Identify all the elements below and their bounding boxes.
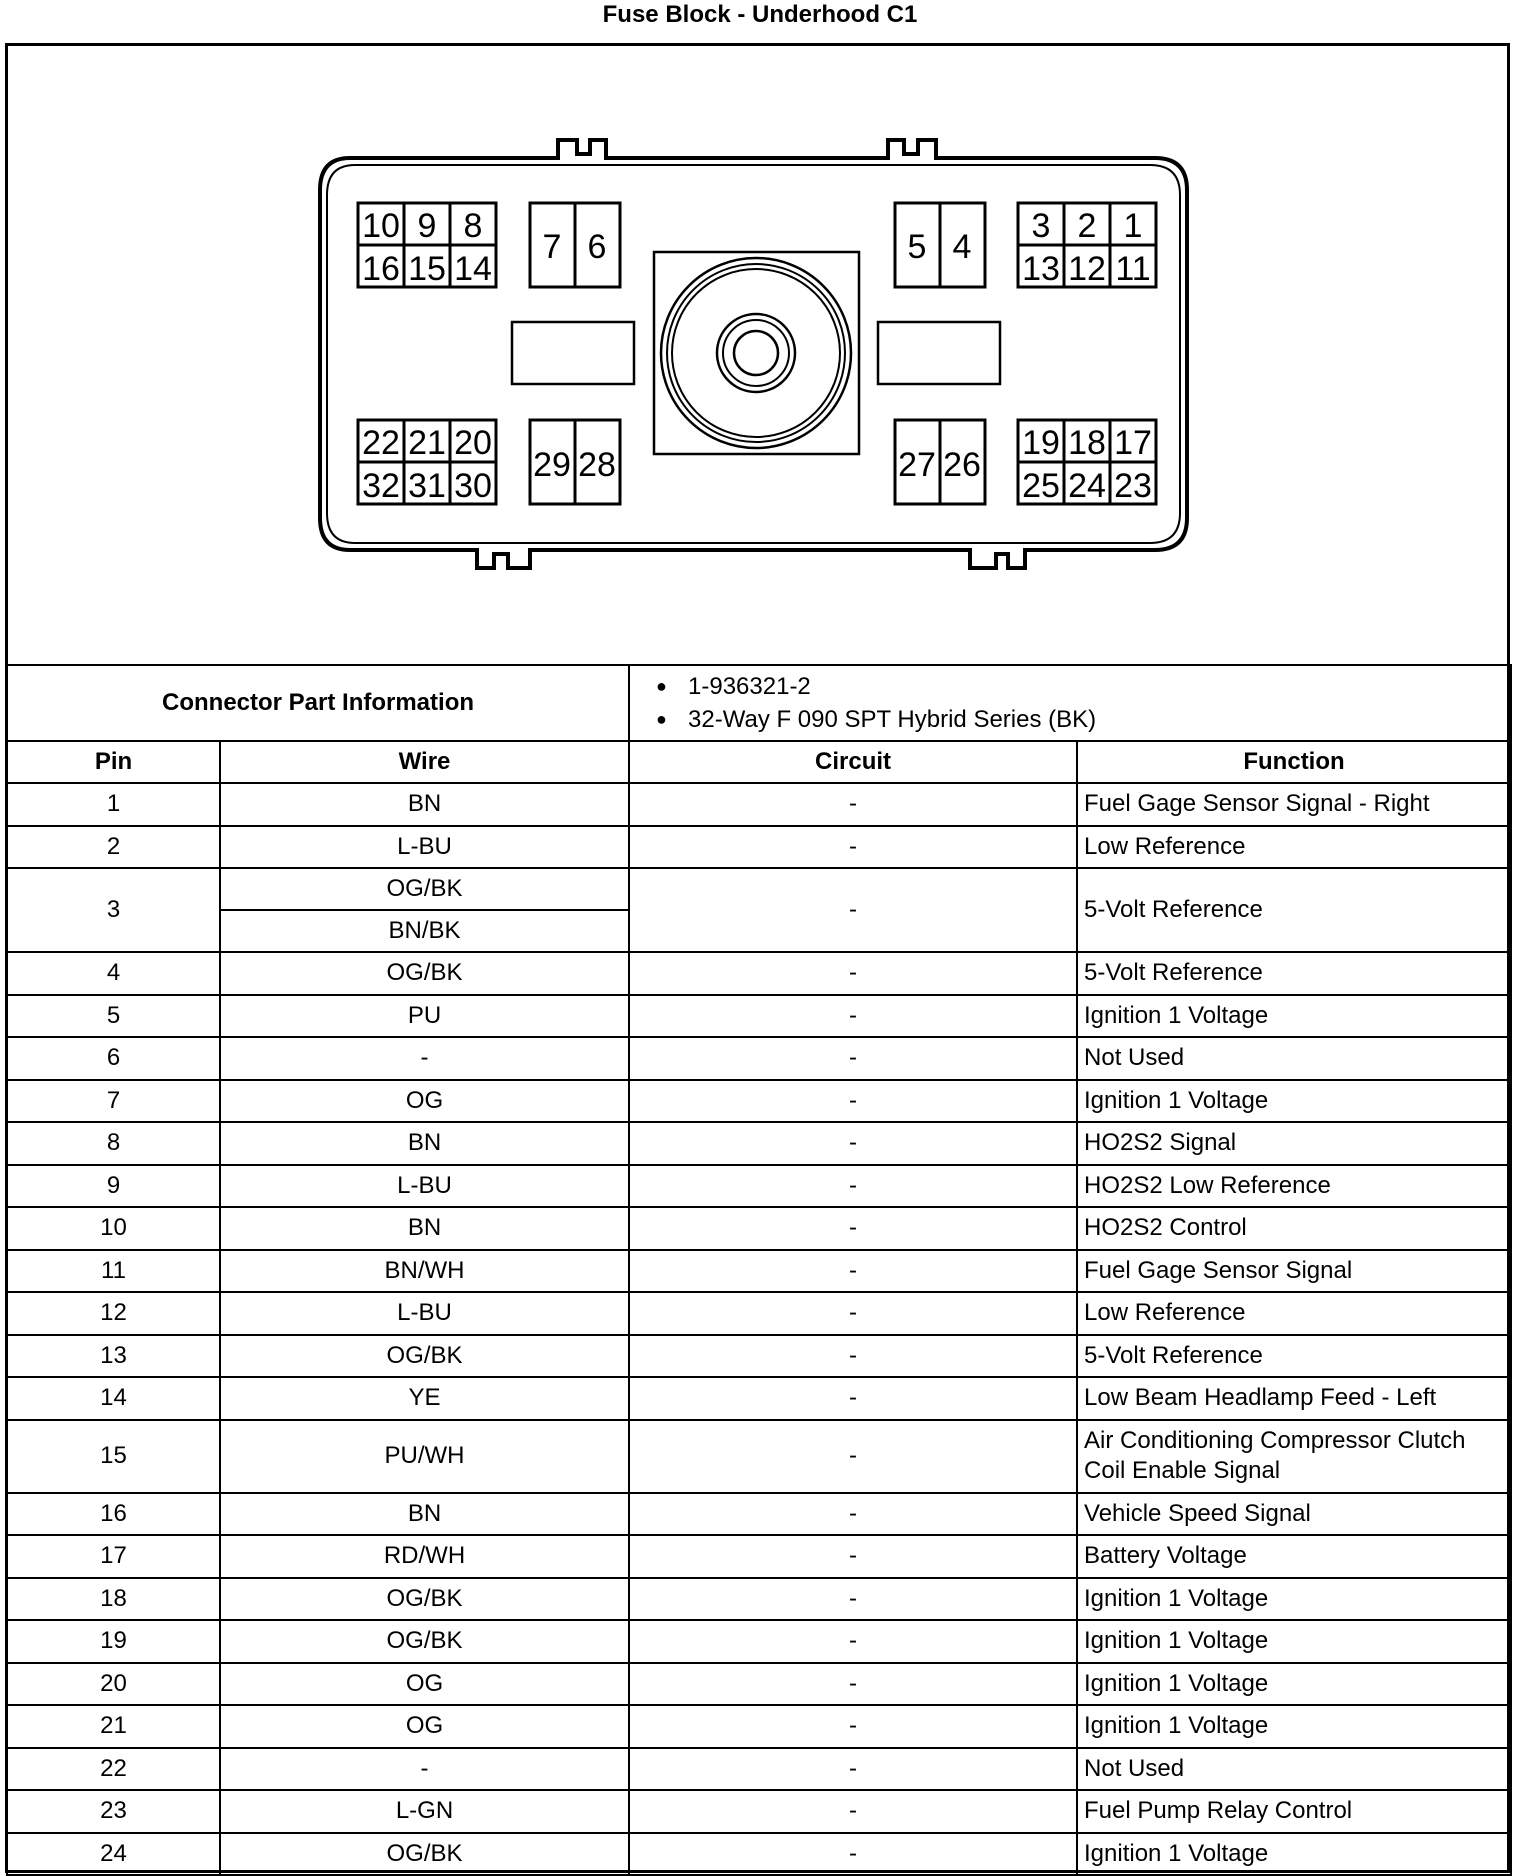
wire-cell: BN (220, 1493, 629, 1536)
pin-label-19: 19 (1022, 424, 1060, 462)
pin-label-3: 3 (1031, 207, 1051, 245)
pin-label-2: 2 (1077, 207, 1097, 245)
circuit-cell: - (629, 1493, 1077, 1536)
table-row (7, 868, 1511, 910)
pin-label-17: 17 (1114, 424, 1152, 462)
pin-label-14: 14 (454, 250, 492, 288)
circuit-cell: - (629, 868, 1077, 952)
wire-cell: RD/WH (220, 1535, 629, 1578)
table-row (7, 1335, 1511, 1378)
pin-label-25: 25 (1022, 467, 1060, 505)
wire-cell: OG/BK (220, 952, 629, 995)
table-row (7, 1165, 1511, 1208)
pin-label-1: 1 (1123, 207, 1143, 245)
pin-cell: 16 (7, 1493, 220, 1536)
circuit-cell: - (629, 952, 1077, 995)
connector-info-values (629, 665, 1511, 741)
pin-label-10: 10 (362, 207, 400, 245)
pin-label-28: 28 (578, 446, 616, 484)
wire-cell: OG/BK (220, 1833, 629, 1876)
function-cell: Battery Voltage (1077, 1535, 1511, 1578)
function-cell: Ignition 1 Voltage (1077, 1620, 1511, 1663)
wire-cell: BN/BK (220, 910, 629, 952)
wire-cell: PU (220, 995, 629, 1038)
pin-label-29: 29 (533, 446, 571, 484)
wire-cell: OG/BK (220, 1578, 629, 1621)
pin-cell: 6 (7, 1037, 220, 1080)
connector-info-row (7, 665, 1511, 741)
pin-label-22: 22 (362, 424, 400, 462)
pin-label-21: 21 (408, 424, 446, 462)
pin-cell: 15 (7, 1420, 220, 1493)
table-row (7, 1578, 1511, 1621)
circuit-cell: - (629, 1663, 1077, 1706)
table-row (7, 783, 1511, 826)
wire-cell: BN/WH (220, 1250, 629, 1293)
wire-cell: OG/BK (220, 868, 629, 910)
wire-cell: OG (220, 1663, 629, 1706)
wire-cell: OG/BK (220, 1335, 629, 1378)
function-cell: Ignition 1 Voltage (1077, 1663, 1511, 1706)
wire-cell: BN (220, 783, 629, 826)
pin-cell: 17 (7, 1535, 220, 1578)
header-function: Function (1077, 741, 1511, 783)
header-circuit: Circuit (629, 741, 1077, 783)
pin-cell: 18 (7, 1578, 220, 1621)
circuit-cell: - (629, 783, 1077, 826)
function-cell: Low Beam Headlamp Feed - Left (1077, 1377, 1511, 1420)
pin-cell: 24 (7, 1833, 220, 1876)
function-cell: HO2S2 Low Reference (1077, 1165, 1511, 1208)
circuit-cell: - (629, 1377, 1077, 1420)
pin-label-4: 4 (952, 228, 972, 266)
circuit-cell: - (629, 1165, 1077, 1208)
pin-label-23: 23 (1114, 467, 1152, 505)
connector-part-number: ● 1-936321-2 (656, 670, 1504, 703)
table-row (7, 1250, 1511, 1293)
header-pin: Pin (7, 741, 220, 783)
table-row (7, 1833, 1511, 1876)
circuit-cell: - (629, 1748, 1077, 1791)
function-cell: Low Reference (1077, 826, 1511, 869)
circuit-cell: - (629, 1535, 1077, 1578)
pin-label-5: 5 (907, 228, 927, 266)
pin-label-31: 31 (408, 467, 446, 505)
function-cell: Low Reference (1077, 1292, 1511, 1335)
pin-cell: 19 (7, 1620, 220, 1663)
pin-cell: 10 (7, 1207, 220, 1250)
function-cell: Fuel Gage Sensor Signal - Right (1077, 783, 1511, 826)
pin-label-30: 30 (454, 467, 492, 505)
function-cell: Ignition 1 Voltage (1077, 1705, 1511, 1748)
function-cell: 5-Volt Reference (1077, 952, 1511, 995)
header-wire: Wire (220, 741, 629, 783)
table-row (7, 1748, 1511, 1791)
circuit-cell: - (629, 1080, 1077, 1123)
pin-cell: 22 (7, 1748, 220, 1791)
table-row (7, 1292, 1511, 1335)
wire-cell: BN (220, 1122, 629, 1165)
circuit-cell: - (629, 1122, 1077, 1165)
pin-label-18: 18 (1068, 424, 1106, 462)
table-row (7, 1535, 1511, 1578)
pin-cell: 21 (7, 1705, 220, 1748)
pin-cell: 2 (7, 826, 220, 869)
wire-cell: L-BU (220, 1165, 629, 1208)
table-row (7, 1620, 1511, 1663)
circuit-cell: - (629, 1292, 1077, 1335)
pin-cell: 3 (7, 868, 220, 952)
pin-cell: 12 (7, 1292, 220, 1335)
function-cell: Vehicle Speed Signal (1077, 1493, 1511, 1536)
table-row (7, 1493, 1511, 1536)
circuit-cell: - (629, 1335, 1077, 1378)
wire-cell: L-GN (220, 1790, 629, 1833)
pin-label-26: 26 (943, 446, 981, 484)
pin-label-27: 27 (898, 446, 936, 484)
circuit-cell: - (629, 1250, 1077, 1293)
pin-label-15: 15 (408, 250, 446, 288)
pin-cell: 20 (7, 1663, 220, 1706)
pin-cell: 7 (7, 1080, 220, 1123)
wire-cell: OG (220, 1705, 629, 1748)
pin-rows (7, 783, 1511, 1875)
function-cell: Not Used (1077, 1748, 1511, 1791)
pin-cell: 4 (7, 952, 220, 995)
connector-diagram (0, 0, 1520, 668)
table-row (7, 995, 1511, 1038)
wire-cell: OG (220, 1080, 629, 1123)
table-row (7, 1207, 1511, 1250)
circuit-cell: - (629, 1420, 1077, 1493)
table-row (7, 826, 1511, 869)
wire-cell: YE (220, 1377, 629, 1420)
pin-label-8: 8 (463, 207, 483, 245)
pin-label-9: 9 (417, 207, 437, 245)
function-cell: 5-Volt Reference (1077, 868, 1511, 952)
page-title: Fuse Block - Underhood C1 (602, 1, 918, 28)
pin-label-12: 12 (1068, 250, 1106, 288)
function-cell: HO2S2 Control (1077, 1207, 1511, 1250)
function-cell: HO2S2 Signal (1077, 1122, 1511, 1165)
pin-cell: 8 (7, 1122, 220, 1165)
table-row (7, 1790, 1511, 1833)
circuit-cell: - (629, 826, 1077, 869)
circuit-cell: - (629, 1620, 1077, 1663)
pin-label-16: 16 (362, 250, 400, 288)
pin-cell: 13 (7, 1335, 220, 1378)
function-cell: 5-Volt Reference (1077, 1335, 1511, 1378)
table-row (7, 1037, 1511, 1080)
function-cell: Ignition 1 Voltage (1077, 1833, 1511, 1876)
pin-cell: 14 (7, 1377, 220, 1420)
wire-cell: PU/WH (220, 1420, 629, 1493)
function-cell: Ignition 1 Voltage (1077, 1080, 1511, 1123)
circuit-cell: - (629, 1705, 1077, 1748)
wire-cell: - (220, 1748, 629, 1791)
table-row (7, 1122, 1511, 1165)
pin-cell: 1 (7, 783, 220, 826)
pin-cell: 11 (7, 1250, 220, 1293)
circuit-cell: - (629, 1833, 1077, 1876)
connector-face-svg (0, 0, 1520, 668)
connector-description: ● 32-Way F 090 SPT Hybrid Series (BK) (656, 703, 1504, 736)
pin-label-13: 13 (1022, 250, 1060, 288)
function-cell: Air Conditioning Compressor Clutch Coil Enable Signal (1077, 1420, 1511, 1493)
table-header-row (7, 741, 1511, 783)
pinout-table (6, 664, 1512, 1876)
wire-cell: OG/BK (220, 1620, 629, 1663)
circuit-cell: - (629, 1207, 1077, 1250)
table-row (7, 1663, 1511, 1706)
function-cell: Ignition 1 Voltage (1077, 1578, 1511, 1621)
table-row (7, 1420, 1511, 1493)
connector-info-label: Connector Part Information (7, 665, 629, 741)
pin-label-24: 24 (1068, 467, 1106, 505)
pin-label-20: 20 (454, 424, 492, 462)
pin-cell: 9 (7, 1165, 220, 1208)
table-row (7, 952, 1511, 995)
circuit-cell: - (629, 1037, 1077, 1080)
pin-label-6: 6 (587, 228, 607, 266)
function-cell: Fuel Gage Sensor Signal (1077, 1250, 1511, 1293)
pin-cell: 5 (7, 995, 220, 1038)
function-cell: Ignition 1 Voltage (1077, 995, 1511, 1038)
wire-cell: L-BU (220, 1292, 629, 1335)
wire-cell: BN (220, 1207, 629, 1250)
pin-cell: 23 (7, 1790, 220, 1833)
pin-label-11: 11 (1115, 250, 1151, 288)
circuit-cell: - (629, 995, 1077, 1038)
circuit-cell: - (629, 1578, 1077, 1621)
pin-label-7: 7 (542, 228, 562, 266)
wire-cell: L-BU (220, 826, 629, 869)
table-row (7, 1705, 1511, 1748)
pin-label-32: 32 (362, 467, 400, 505)
wire-cell: - (220, 1037, 629, 1080)
table-row (7, 1080, 1511, 1123)
table-row (7, 1377, 1511, 1420)
function-cell: Fuel Pump Relay Control (1077, 1790, 1511, 1833)
circuit-cell: - (629, 1790, 1077, 1833)
function-cell: Not Used (1077, 1037, 1511, 1080)
